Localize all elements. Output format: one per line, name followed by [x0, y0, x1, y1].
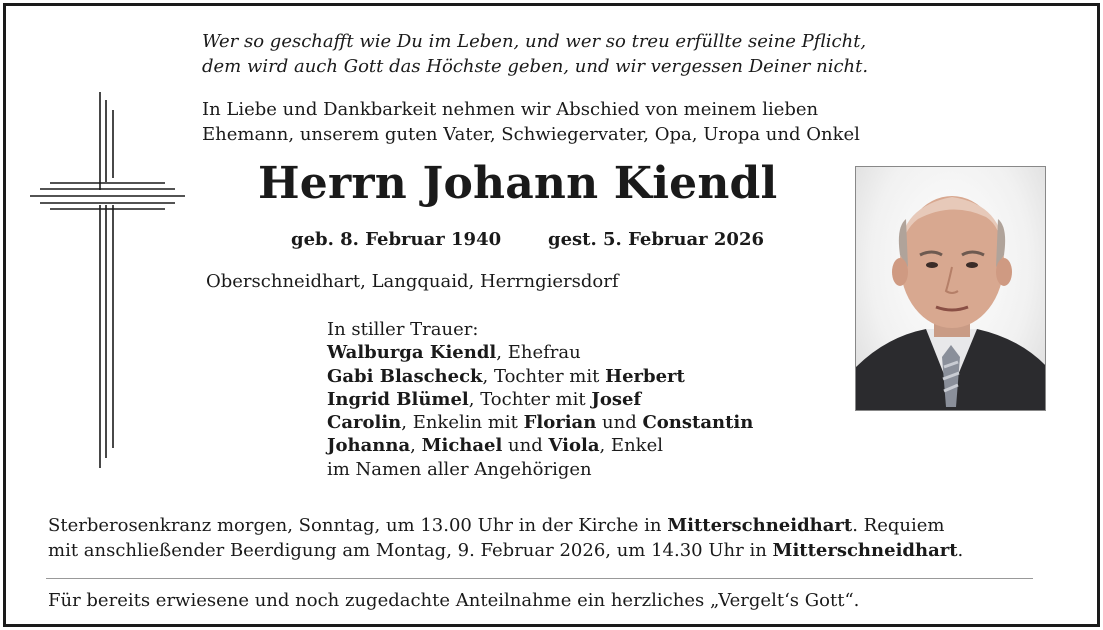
notice-line-2: mit anschließender Beerdigung am Montag, 9. Februar 2026, um 14.30 Uhr in Mitterschneidhart.: [48, 540, 964, 561]
deceased-name: Herrn Johann Kiendl: [258, 158, 778, 209]
list-item: Ingrid Blümel, Tochter mit Josef: [327, 388, 642, 410]
funeral-notice: [48, 513, 963, 563]
portrait-photo: [855, 166, 1046, 411]
intro-line-2: Ehemann, unserem guten Vater, Schwiegervater, Opa, Uropa und Onkel: [202, 124, 860, 145]
mourners-list: [327, 318, 753, 481]
notice-line-1: Sterberosenkranz morgen, Sonntag, um 13.00 Uhr in der Kirche in Mitterschneidhart. Requiem: [48, 515, 945, 536]
mourners-footer: im Namen aller Angehörigen: [327, 458, 592, 480]
thanks-line: Für bereits erwiesene und noch zugedachte Anteilnahme ein herzliches „Vergelt‘s Gott“.: [48, 590, 860, 611]
residence-places: Oberschneidhart, Langquaid, Herrngiersdorf: [206, 271, 619, 292]
list-item: Walburga Kiendl, Ehefrau: [327, 342, 581, 364]
verse-line-1: Wer so geschafft wie Du im Leben, und wer so treu erfüllte seine Pflicht,: [202, 31, 867, 52]
divider: [46, 578, 1033, 579]
intro-line-1: In Liebe und Dankbarkeit nehmen wir Abschied von meinem lieben: [202, 99, 819, 120]
death-date: gest. 5. Februar 2026: [548, 229, 764, 250]
mourners-heading: In stiller Trauer:: [327, 319, 479, 340]
list-item: Johanna, Michael und Viola, Enkel: [327, 435, 663, 457]
list-item: Carolin, Enkelin mit Florian und Constantin: [327, 412, 754, 434]
verse-line-2: dem wird auch Gott das Höchste geben, und wir vergessen Deiner nicht.: [202, 56, 869, 77]
birth-date: geb. 8. Februar 1940: [291, 229, 502, 250]
cross-icon: [30, 90, 190, 470]
list-item: Gabi Blascheck, Tochter mit Herbert: [327, 365, 685, 387]
